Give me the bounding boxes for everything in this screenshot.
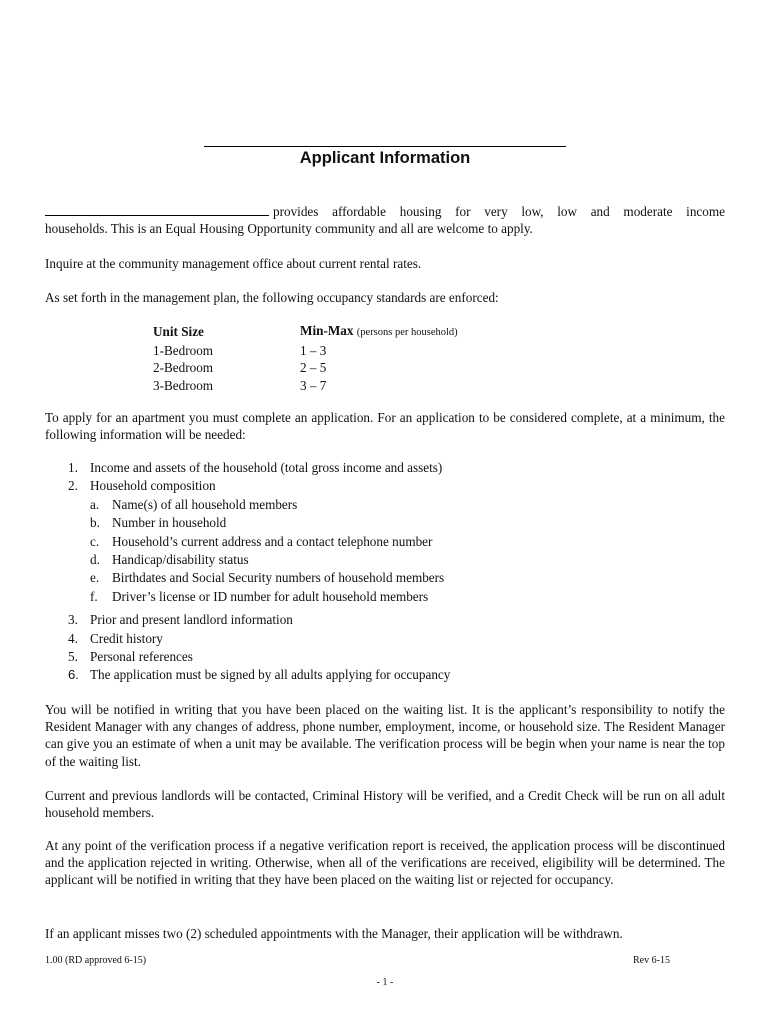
list-item: b. Number in household [90,515,227,531]
table-row: 1-Bedroom 1 – 3 [153,342,327,358]
footer-version: 1.00 (RD approved 6-15) [45,955,147,966]
list-item: e. Birthdates and Social Security numbers of household members [90,570,445,586]
household-composition-sublist [68,496,728,606]
header-unit-size: Unit Size [153,324,204,339]
list-item: c. Household’s current address and a contact telephone number [90,533,433,549]
page-title: Applicant Information [299,149,471,167]
table-row: 2-Bedroom 2 – 5 [153,360,327,375]
table-header-row [153,322,458,342]
page-number: - 1 - [376,977,394,988]
list-item: 4. Credit history [68,630,163,646]
appointments-paragraph: If an applicant misses two (2) scheduled appointments with the Manager, their application will be withdrawn. [45,926,623,941]
property-name-blank[interactable] [45,203,269,216]
verification-paragraph: At any point of the verification process if a negative verification report is received, the application process will be discontinued and the application rejected in writing. Otherwise, when all of the verifications are received, eligibility will be determined. The applicant will be notified in writing that they have been placed on the waiting list or rejected for occupancy. [45,838,725,888]
list-item: d. Handicap/disability status [90,551,249,567]
list-item: a. Name(s) of all household members [90,496,298,512]
landlords-paragraph: Current and previous landlords will be contacted, Criminal History will be verified, and a Credit Check will be run on all adult household members. [45,788,725,821]
title-rule [204,146,566,147]
list-item: f. Driver’s license or ID number for adult household members [90,588,429,604]
intro-paragraph: provides affordable housing for very low, low and moderate income households. This is an Equal Housing Opportunity community and all are welcome to apply. [45,204,725,237]
requirements-list [68,459,728,685]
table-row: 3-Bedroom 3 – 7 [153,377,327,393]
occupancy-standards-table [153,322,458,394]
list-item: 2. Household composition [68,478,216,494]
list-item: 3. Prior and present landlord information [68,612,293,628]
header-min-max: Min-Max (persons per household) [300,323,458,338]
list-item: 1. Income and assets of the household (total gross income and assets) [68,460,443,475]
list-item: 6. The application must be signed by all adults applying for occupancy [68,667,451,683]
inquire-text: Inquire at the community management office about current rental rates. [45,256,422,271]
footer-revision: Rev 6-15 [633,955,670,966]
standards-intro: As set forth in the management plan, the following occupancy standards are enforced: [45,290,499,305]
list-item: 5. Personal references [68,648,193,664]
waiting-list-paragraph: You will be notified in writing that you have been placed on the waiting list. It is the applicant’s responsibility to notify the Resident Manager with any changes of address, phone number, employment, income, or household size. The Resident Manager can give you an estimate of when a unit may be available. The verification process will be begin when your name is near the top of the waiting list. [45,702,725,769]
apply-intro: To apply for an apartment you must complete an application. For an application to be considered complete, at a minimum, the following information will be needed: [45,410,725,443]
